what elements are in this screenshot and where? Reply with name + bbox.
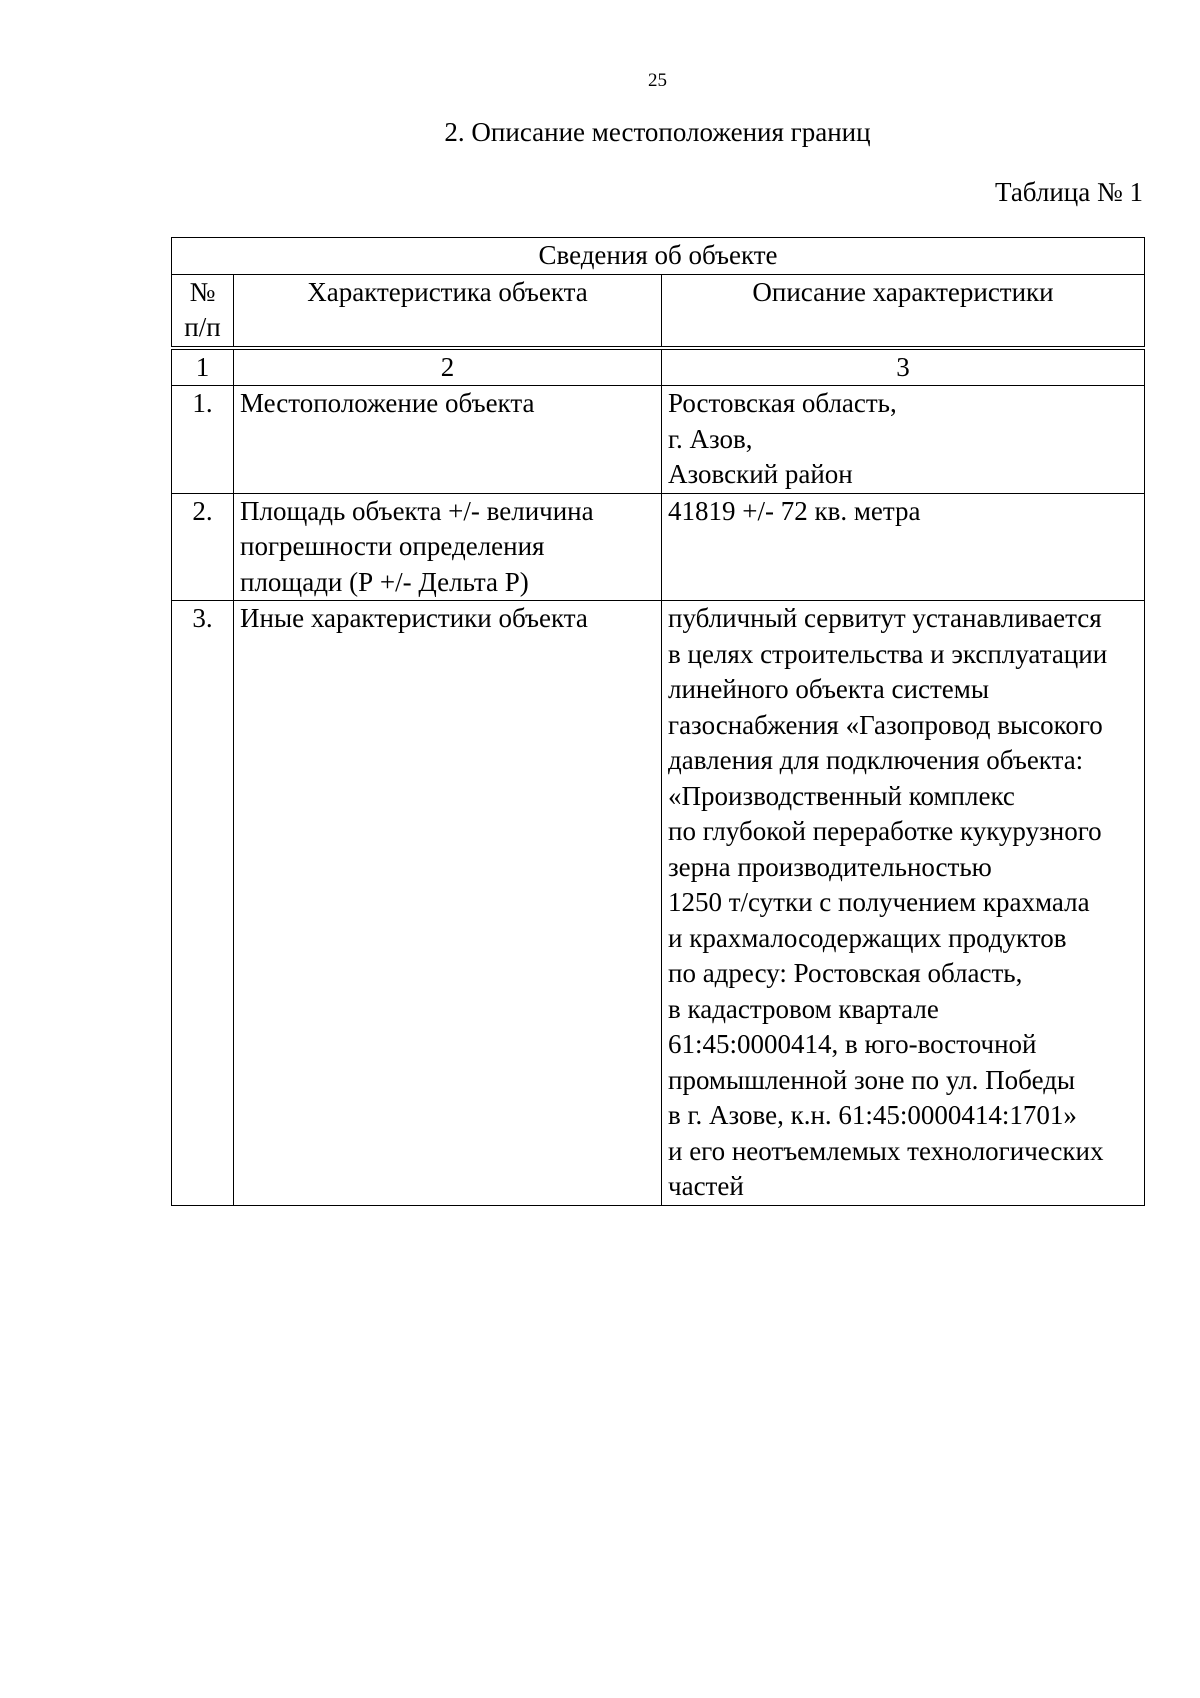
row-description bbox=[662, 386, 1145, 494]
row-description bbox=[662, 601, 1145, 1206]
header-num-line2: п/п bbox=[184, 312, 221, 342]
row-description bbox=[662, 493, 1145, 601]
object-info-table bbox=[171, 237, 1145, 1206]
text-line: и его неотъемлемых технологических bbox=[668, 1135, 1104, 1166]
text-line: в кадастровом квартале bbox=[668, 993, 939, 1024]
text-line: публичный сервитут устанавливается bbox=[668, 603, 1102, 633]
table-caption: Таблица № 1 bbox=[995, 177, 1143, 207]
text-line: по адресу: Ростовская область, bbox=[668, 958, 1023, 988]
table-row bbox=[172, 601, 1145, 1206]
text-line: линейного объекта системы bbox=[668, 674, 989, 704]
text-line: Ростовская область, bbox=[668, 388, 897, 418]
table-header-row bbox=[172, 274, 1145, 348]
text-line: промышленной зоне по ул. Победы bbox=[668, 1064, 1076, 1095]
table-index-row bbox=[172, 348, 1145, 386]
table-row bbox=[172, 386, 1145, 494]
text-line: в г. Азове, к.н. 61:45:0000414:1701» bbox=[668, 1100, 1077, 1130]
index-cell: 3 bbox=[662, 348, 1145, 386]
text-line: площади (Р +/- Дельта Р) bbox=[240, 566, 529, 597]
row-number: 2. bbox=[172, 493, 234, 601]
text-line: 61:45:0000414, в юго-восточной bbox=[668, 1029, 1037, 1059]
row-characteristic bbox=[234, 386, 662, 494]
header-description: Описание характеристики bbox=[662, 274, 1145, 348]
header-num-line1: № bbox=[189, 276, 216, 307]
text-line: 41819 +/- 72 кв. метра bbox=[668, 495, 921, 526]
text-line: Площадь объекта +/- величина bbox=[240, 495, 594, 526]
text-line: давления для подключения объекта: bbox=[668, 745, 1084, 775]
table-row bbox=[172, 493, 1145, 601]
text-line: зерна производительностью bbox=[668, 851, 992, 882]
row-characteristic bbox=[234, 601, 662, 1206]
table-title-row bbox=[172, 238, 1145, 275]
text-line: частей bbox=[668, 1171, 744, 1201]
index-cell: 2 bbox=[234, 348, 662, 386]
text-line: газоснабжения «Газопровод высокого bbox=[668, 709, 1103, 740]
text-line: и крахмалосодержащих продуктов bbox=[668, 922, 1067, 953]
text-line: погрешности определения bbox=[240, 531, 545, 561]
row-number: 1. bbox=[172, 386, 234, 494]
text-line: по глубокой переработке кукурузного bbox=[668, 816, 1102, 846]
row-characteristic bbox=[234, 493, 662, 601]
header-characteristic: Характеристика объекта bbox=[234, 274, 662, 348]
text-line: Азовский район bbox=[668, 459, 853, 489]
page-number: 25 bbox=[648, 70, 667, 91]
section-title: 2. Описание местоположения границ bbox=[444, 117, 871, 147]
header-num bbox=[172, 274, 234, 348]
text-line: «Производственный комплекс bbox=[668, 780, 1015, 811]
row-number: 3. bbox=[172, 601, 234, 1206]
table-title: Сведения об объекте bbox=[172, 238, 1145, 275]
text-line: 1250 т/сутки с получением крахмала bbox=[668, 887, 1090, 917]
text-line: Иные характеристики объекта bbox=[240, 603, 588, 633]
index-cell: 1 bbox=[172, 348, 234, 386]
text-line: в целях строительства и эксплуатации bbox=[668, 638, 1108, 669]
text-line: Местоположение объекта bbox=[240, 388, 535, 418]
text-line: г. Азов, bbox=[668, 423, 753, 454]
